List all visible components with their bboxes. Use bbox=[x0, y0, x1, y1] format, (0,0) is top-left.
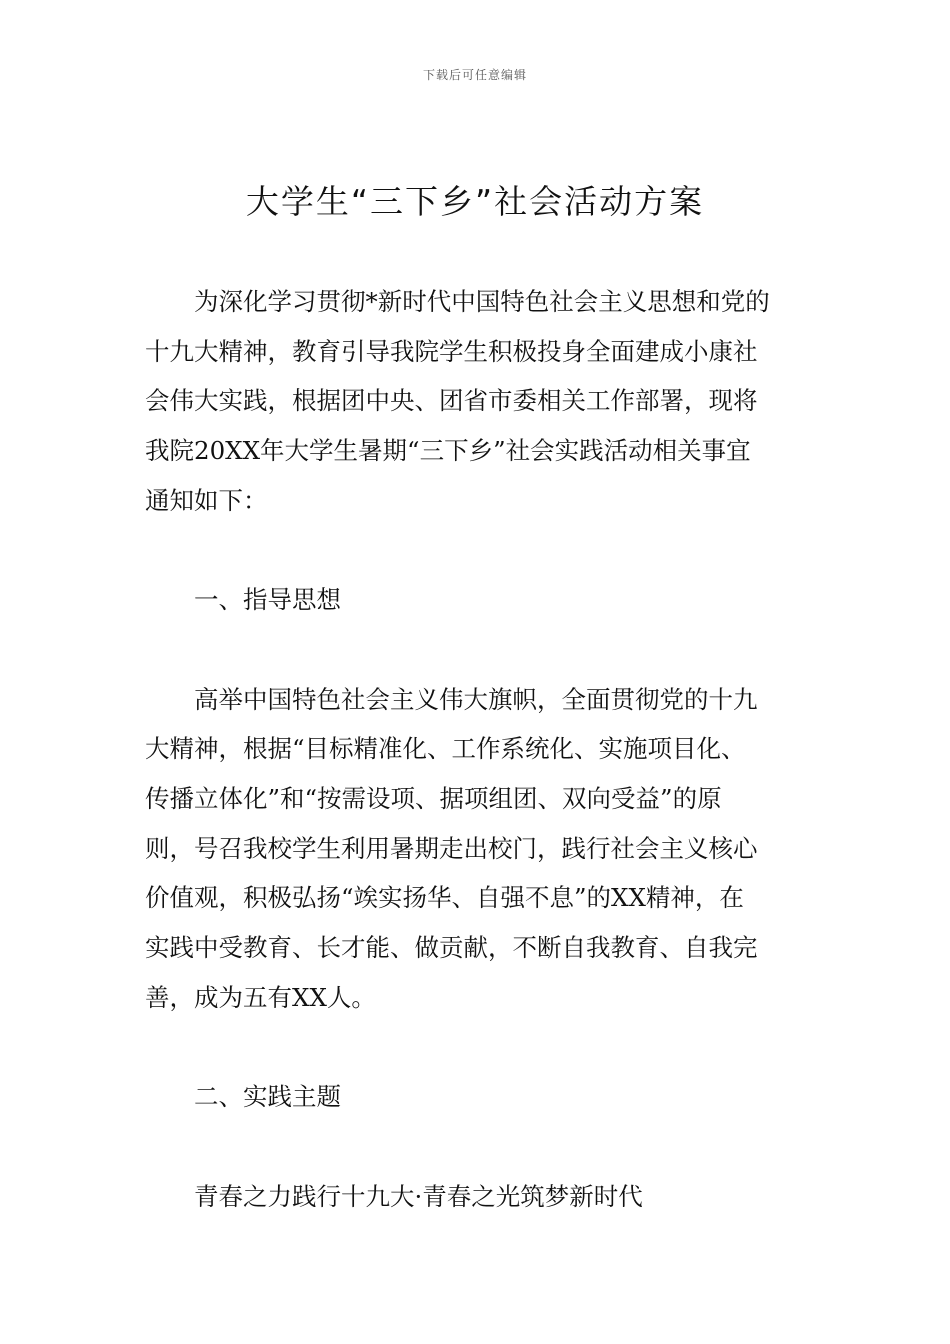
guiding-ideology-paragraph bbox=[145, 675, 807, 1023]
section-heading-practice-theme: 二、实践主题 bbox=[194, 1082, 341, 1112]
text-line: 会伟大实践，根据团中央、团省市委相关工作部署，现将 bbox=[145, 386, 758, 416]
text-line: 我院20XX年大学生暑期“三下乡”社会实践活动相关事宜 bbox=[145, 436, 751, 466]
section-heading-guiding-ideology: 一、指导思想 bbox=[194, 585, 341, 615]
text-line: 价值观，积极弘扬“竢实扬华、自强不息”的XX精神，在 bbox=[145, 883, 744, 913]
text-line: 大精神，根据“目标精准化、工作系统化、实施项目化、 bbox=[145, 734, 746, 764]
header-note: 下载后可任意编辑 bbox=[422, 68, 527, 82]
practice-theme-text: 青春之力践行十九大·青春之光筑梦新时代 bbox=[194, 1181, 643, 1211]
text-line: 善，成为五有XX人。 bbox=[145, 982, 376, 1012]
intro-paragraph bbox=[145, 277, 807, 526]
text-line: 通知如下： bbox=[145, 485, 268, 515]
text-line: 传播立体化”和“按需设项、据项组团、双向受益”的原 bbox=[145, 784, 722, 813]
blank-line bbox=[145, 1023, 807, 1073]
text-line: 十九大精神，教育引导我院学生积极投身全面建成小康社 bbox=[145, 336, 758, 366]
document-body bbox=[145, 277, 807, 1221]
text-line: 高举中国特色社会主义伟大旗帜，全面贯彻党的十九 bbox=[194, 684, 758, 714]
text-line: 实践中受教育、长才能、做贡献，不断自我教育、自我完 bbox=[145, 933, 758, 963]
text-line: 为深化学习贯彻*新时代中国特色社会主义思想和党的 bbox=[194, 287, 770, 316]
blank-line bbox=[145, 625, 807, 675]
blank-line bbox=[145, 1122, 807, 1172]
blank-line bbox=[145, 526, 807, 576]
text-line: 则，号召我校学生利用暑期走出校门，践行社会主义核心 bbox=[145, 833, 758, 863]
document-title: 大学生“三下乡”社会活动方案 bbox=[245, 182, 705, 221]
